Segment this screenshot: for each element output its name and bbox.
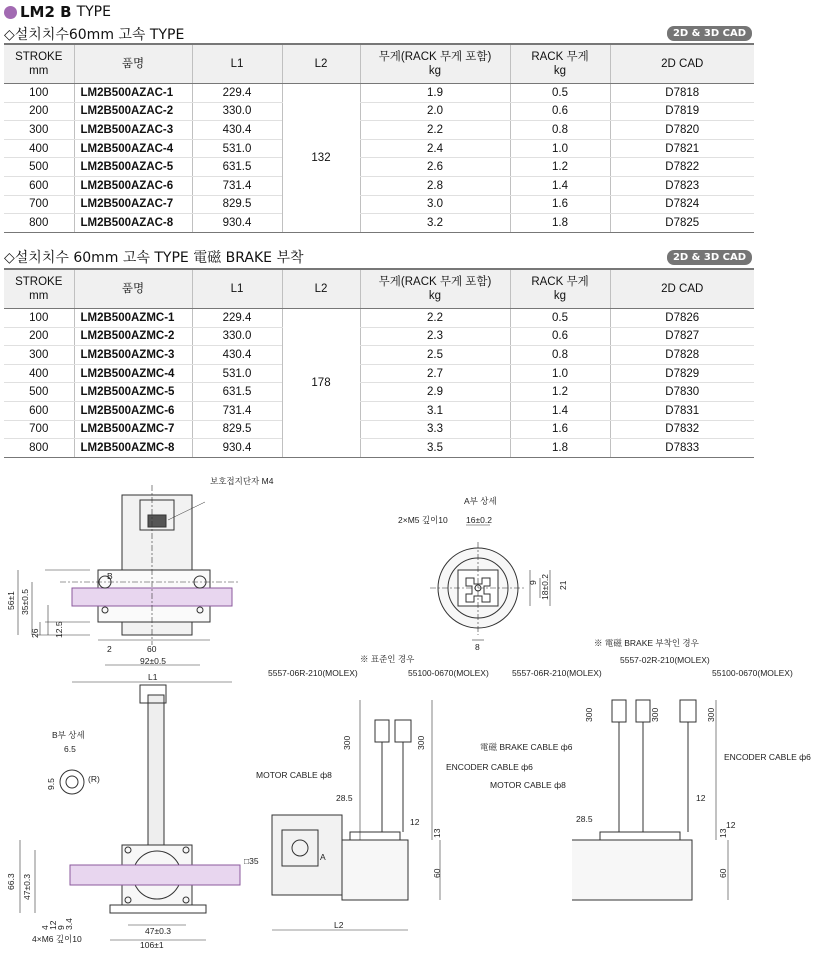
cell-cad[interactable]: D7828: [610, 346, 754, 365]
dim-28-5-b: 28.5: [576, 814, 593, 824]
col-header: 2D CAD: [610, 269, 754, 309]
cell-l1: 631.5: [192, 158, 282, 177]
brake-cable: 電磁 BRAKE CABLE ф6: [480, 742, 573, 752]
table-row: [4, 401, 754, 420]
cell-l1: 731.4: [192, 401, 282, 420]
cell-l1: 531.0: [192, 139, 282, 158]
page-subtitle: TYPE: [76, 4, 111, 20]
dim-56: 56±1: [6, 591, 16, 610]
conn-b-2: 55100-0670(MOLEX): [712, 668, 793, 678]
cell-l1: 229.4: [192, 309, 282, 328]
cell-part-number: LM2B500AZMC-4: [74, 364, 192, 383]
cell-l1: 930.4: [192, 214, 282, 233]
cell-weight: 2.8: [360, 176, 510, 195]
cell-stroke: 100: [4, 309, 74, 328]
col-header: STROKE mm: [4, 269, 74, 309]
dim-66-3: 66.3: [6, 873, 16, 890]
cell-weight: 3.5: [360, 439, 510, 458]
dim-a-18: 18±0.2: [540, 574, 550, 600]
table-row: [4, 158, 754, 177]
cell-rack-weight: 0.8: [510, 346, 610, 365]
cell-stroke: 700: [4, 195, 74, 214]
dim-b-6-5: 6.5: [64, 744, 76, 754]
std-note: ※ 표준인 경우: [360, 654, 415, 664]
table-row: [4, 176, 754, 195]
cell-rack-weight: 0.8: [510, 121, 610, 140]
cell-stroke: 200: [4, 102, 74, 121]
cell-cad[interactable]: D7822: [610, 158, 754, 177]
cell-part-number: LM2B500AZAC-7: [74, 195, 192, 214]
cell-rack-weight: 0.6: [510, 102, 610, 121]
dim-300-b: 300: [416, 735, 426, 750]
detail-a-title: A부 상세: [464, 496, 497, 506]
dim-26: 26: [30, 628, 40, 638]
cell-part-number: LM2B500AZMC-3: [74, 346, 192, 365]
cell-rack-weight: 1.2: [510, 383, 610, 402]
dim-92: 92±0.5: [140, 656, 166, 666]
cell-cad[interactable]: D7826: [610, 309, 754, 328]
cell-rack-weight: 1.6: [510, 420, 610, 439]
cell-stroke: 400: [4, 364, 74, 383]
cell-cad[interactable]: D7820: [610, 121, 754, 140]
front-b-label: B: [107, 571, 113, 581]
cell-weight: 2.2: [360, 121, 510, 140]
cell-l1: 430.4: [192, 121, 282, 140]
dim-300-a: 300: [342, 735, 352, 750]
col-header: L1: [192, 269, 282, 309]
cell-weight: 2.7: [360, 364, 510, 383]
cell-part-number: LM2B500AZAC-8: [74, 214, 192, 233]
cell-weight: 3.1: [360, 401, 510, 420]
spec-table-standard: [4, 43, 754, 233]
dim-a-9: 9: [528, 580, 538, 585]
cell-l2: 178: [282, 309, 360, 458]
col-header: RACK 무게 kg: [510, 44, 610, 84]
encoder-cable: ENCODER CABLE ф6: [446, 762, 533, 772]
dim-300-d: 300: [650, 707, 660, 722]
cell-part-number: LM2B500AZAC-5: [74, 158, 192, 177]
col-header: STROKE mm: [4, 44, 74, 84]
cad-badge-2[interactable]: 2D & 3D CAD: [667, 250, 752, 265]
table-row: [4, 121, 754, 140]
table-row: [4, 420, 754, 439]
cell-cad[interactable]: D7831: [610, 401, 754, 420]
dim-sq35: □35: [244, 856, 259, 866]
table-row: [4, 309, 754, 328]
cell-stroke: 300: [4, 346, 74, 365]
cell-l1: 731.4: [192, 176, 282, 195]
cell-l1: 631.5: [192, 383, 282, 402]
cell-rack-weight: 1.6: [510, 195, 610, 214]
cell-stroke: 800: [4, 214, 74, 233]
motor-cable-2: MOTOR CABLE ф8: [490, 780, 566, 790]
table-row: [4, 102, 754, 121]
motor-cable: MOTOR CABLE ф8: [256, 770, 332, 780]
cell-stroke: 800: [4, 439, 74, 458]
table-row: [4, 84, 754, 103]
encoder-cable-2: ENCODER CABLE ф6: [724, 752, 811, 762]
cell-rack-weight: 1.8: [510, 439, 610, 458]
table1-title: ◇설치치수60mm 고속 TYPE: [4, 27, 185, 43]
cell-cad[interactable]: D7833: [610, 439, 754, 458]
cell-stroke: 600: [4, 176, 74, 195]
cell-cad[interactable]: D7832: [610, 420, 754, 439]
col-header: L1: [192, 44, 282, 84]
dim-a-8: 8: [475, 642, 480, 652]
dim-a-16: 16±0.2: [466, 515, 492, 525]
cell-stroke: 700: [4, 420, 74, 439]
cell-stroke: 500: [4, 158, 74, 177]
a-label: A: [320, 852, 326, 862]
cell-part-number: LM2B500AZMC-1: [74, 309, 192, 328]
dim-l2: L2: [334, 920, 344, 930]
dim-60-side: 60: [432, 868, 442, 878]
cell-weight: 3.0: [360, 195, 510, 214]
cell-part-number: LM2B500AZMC-6: [74, 401, 192, 420]
cell-part-number: LM2B500AZMC-7: [74, 420, 192, 439]
col-header: L2: [282, 269, 360, 309]
terminal-note: 보호접지단자 M4: [210, 476, 274, 486]
page-header: [4, 2, 111, 22]
col-header: L2: [282, 44, 360, 84]
side-view-standard: [272, 700, 440, 930]
dim-12-b: 12: [696, 793, 706, 803]
conn-c: 5557-02R-210(MOLEX): [620, 655, 710, 665]
cell-l1: 330.0: [192, 102, 282, 121]
cell-part-number: LM2B500AZMC-2: [74, 327, 192, 346]
cell-cad[interactable]: D7830: [610, 383, 754, 402]
dim-3-4: 3.4: [64, 918, 74, 930]
cell-weight: 2.0: [360, 102, 510, 121]
table-row: [4, 346, 754, 365]
a-hole-note: 2×M5 깊이10: [398, 515, 448, 525]
cell-weight: 2.6: [360, 158, 510, 177]
cell-rack-weight: 1.0: [510, 139, 610, 158]
cell-cad[interactable]: D7821: [610, 139, 754, 158]
cell-stroke: 400: [4, 139, 74, 158]
dim-12-c: 12: [726, 820, 736, 830]
b-hole-note: 4×M6 깊이10: [32, 934, 82, 944]
dim-b-9-5: 9.5: [46, 778, 56, 790]
dim-60: 60: [147, 644, 157, 654]
table-row: [4, 214, 754, 233]
cell-weight: 2.4: [360, 139, 510, 158]
cell-part-number: LM2B500AZAC-2: [74, 102, 192, 121]
cell-part-number: LM2B500AZAC-1: [74, 84, 192, 103]
table-row: [4, 383, 754, 402]
cell-cad[interactable]: D7824: [610, 195, 754, 214]
cell-l1: 930.4: [192, 439, 282, 458]
cell-l1: 430.4: [192, 346, 282, 365]
cell-rack-weight: 0.6: [510, 327, 610, 346]
cell-weight: 2.9: [360, 383, 510, 402]
dim-47-v: 47±0.3: [22, 874, 32, 900]
cell-cad[interactable]: D7827: [610, 327, 754, 346]
cell-stroke: 300: [4, 121, 74, 140]
cell-part-number: LM2B500AZAC-6: [74, 176, 192, 195]
dimension-drawings: [0, 460, 838, 956]
dim-28-5: 28.5: [336, 793, 353, 803]
detail-b-title: B부 상세: [52, 730, 85, 740]
dim-300-c: 300: [584, 707, 594, 722]
cell-rack-weight: 0.5: [510, 309, 610, 328]
dim-12-v: 12: [48, 920, 58, 930]
cell-rack-weight: 1.2: [510, 158, 610, 177]
cad-badge-1[interactable]: 2D & 3D CAD: [667, 26, 752, 41]
cell-weight: 2.2: [360, 309, 510, 328]
cell-stroke: 200: [4, 327, 74, 346]
cell-part-number: LM2B500AZAC-4: [74, 139, 192, 158]
bullet-icon: [4, 6, 17, 19]
cell-weight: 3.2: [360, 214, 510, 233]
cell-cad[interactable]: D7819: [610, 102, 754, 121]
dim-60-brake: 60: [718, 868, 728, 878]
cell-part-number: LM2B500AZAC-3: [74, 121, 192, 140]
cell-cad[interactable]: D7823: [610, 176, 754, 195]
table-row: [4, 139, 754, 158]
cell-stroke: 600: [4, 401, 74, 420]
col-header: 품명: [74, 44, 192, 84]
cell-rack-weight: 1.4: [510, 176, 610, 195]
conn-a-2: 5557-06R-210(MOLEX): [512, 668, 602, 678]
dim-13: 13: [432, 828, 442, 838]
dim-47-h: 47±0.3: [145, 926, 171, 936]
cell-l2: 132: [282, 84, 360, 233]
cell-part-number: LM2B500AZMC-8: [74, 439, 192, 458]
spec-table-brake: [4, 268, 754, 458]
cell-rack-weight: 1.4: [510, 401, 610, 420]
cell-cad[interactable]: D7818: [610, 84, 754, 103]
cell-cad[interactable]: D7829: [610, 364, 754, 383]
table-row: [4, 195, 754, 214]
dim-12-5: 12.5: [54, 621, 64, 638]
dim-106: 106±1: [140, 940, 164, 950]
cell-weight: 2.3: [360, 327, 510, 346]
cell-l1: 829.5: [192, 195, 282, 214]
table-row: [4, 327, 754, 346]
cell-l1: 531.0: [192, 364, 282, 383]
cell-l1: 229.4: [192, 84, 282, 103]
cell-weight: 1.9: [360, 84, 510, 103]
col-header: 무게(RACK 무게 포함) kg: [360, 269, 510, 309]
front-view: [18, 485, 240, 682]
col-header: 2D CAD: [610, 44, 754, 84]
cell-stroke: 100: [4, 84, 74, 103]
dim-2: 2: [107, 644, 112, 654]
dim-b-r: (R): [88, 774, 100, 784]
table-row: [4, 364, 754, 383]
col-header: RACK 무게 kg: [510, 269, 610, 309]
col-header: 무게(RACK 무게 포함) kg: [360, 44, 510, 84]
cell-stroke: 500: [4, 383, 74, 402]
dim-a-21: 21: [558, 580, 568, 590]
dim-13-b: 13: [718, 828, 728, 838]
dim-4: 4: [40, 925, 50, 930]
bottom-front-view: [20, 685, 240, 940]
cell-cad[interactable]: D7825: [610, 214, 754, 233]
cell-part-number: LM2B500AZMC-5: [74, 383, 192, 402]
table-row: [4, 439, 754, 458]
dim-l1: L1: [148, 672, 158, 682]
conn-a: 5557-06R-210(MOLEX): [268, 668, 358, 678]
brake-note: ※ 電磁 BRAKE 부착인 경우: [594, 638, 699, 648]
dim-35: 35±0.5: [20, 589, 30, 615]
cell-rack-weight: 0.5: [510, 84, 610, 103]
cell-rack-weight: 1.8: [510, 214, 610, 233]
table2-title: ◇설치치수 60mm 고속 TYPE 電磁 BRAKE 부착: [4, 250, 304, 266]
cell-l1: 330.0: [192, 327, 282, 346]
cell-l1: 829.5: [192, 420, 282, 439]
col-header: 품명: [74, 269, 192, 309]
dim-9: 9: [56, 925, 66, 930]
cell-weight: 2.5: [360, 346, 510, 365]
cell-weight: 3.3: [360, 420, 510, 439]
dim-300-e: 300: [706, 707, 716, 722]
page-title: LM2 B: [20, 3, 72, 21]
cell-rack-weight: 1.0: [510, 364, 610, 383]
conn-b: 55100-0670(MOLEX): [408, 668, 489, 678]
dim-12: 12: [410, 817, 420, 827]
